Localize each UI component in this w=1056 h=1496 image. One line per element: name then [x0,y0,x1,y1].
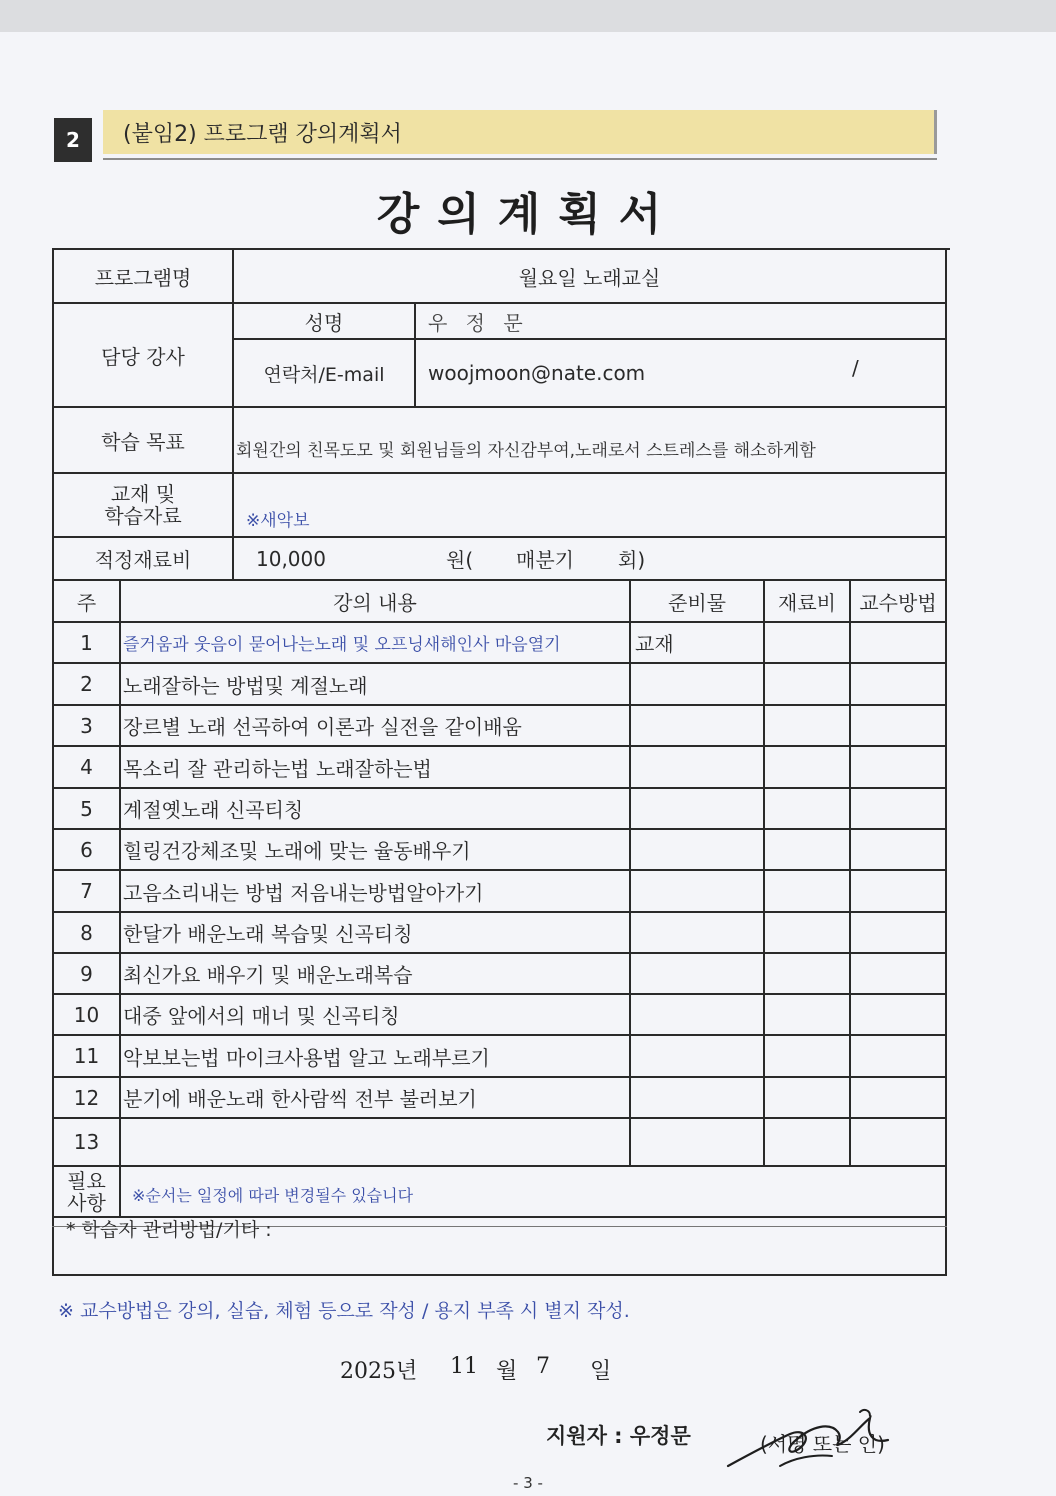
document-title: 강의계획서 [376,189,680,240]
materials-label [54,474,232,536]
handwritten-signature [720,1404,910,1480]
row-content: 힐링건강체조및 노래에 맞는 율동배우기 [123,839,471,863]
goal-label: 학습 목표 [101,429,185,454]
notes-label [54,1167,119,1216]
notes-label-line2: 사항 [67,1190,106,1215]
row-content: 고음소리내는 방법 저음내는방법알아가기 [123,880,484,905]
instructor-name-label: 성명 [304,310,344,335]
row-week: 3 [80,713,93,738]
signature-label: (서명 또는 인) [760,1432,885,1456]
fee-per: 매분기 [516,548,574,572]
row-content: 계절옛노래 신곡티칭 [123,798,304,822]
row-content: 악보보는법 마이크사용법 알고 노래부르기 [123,1045,490,1070]
fee-times: 회) [618,548,646,572]
row-content: 대중 앞에서의 매너 및 신곡티칭 [123,1004,400,1028]
row-week: 13 [73,1130,100,1154]
col-content-header: 강의 내용 [333,590,417,615]
date-day-num: 7 [536,1354,550,1379]
page-number: - 3 - [513,1474,543,1492]
instructor-label: 담당 강사 [101,344,185,369]
row-week: 6 [80,837,93,862]
row-content: 한달가 배운노래 복습및 신곡티칭 [123,922,413,946]
date-year: 2025년 [340,1359,418,1384]
col-prep-header: 준비물 [668,590,726,615]
row-week: 9 [80,961,93,986]
notes-value: ※순서는 일정에 따라 변경될수 있습니다 [132,1185,414,1205]
date-month-label: 월 [496,1359,518,1384]
row-content [123,1119,629,1165]
goal-value: 회원간의 친목도모 및 회원님들의 자신감부여,노래로서 스트레스를 해소하게함 [236,440,816,461]
contact-slash: / [852,356,859,380]
row-week: 12 [73,1085,100,1110]
row-week: 10 [73,1002,100,1027]
row-week: 11 [73,1044,100,1068]
materials-value: ※새악보 [246,510,310,531]
row-content: 분기에 배운노래 한사람씩 전부 불러보기 [123,1087,477,1111]
row-week: 8 [80,920,93,945]
row-week: 1 [80,630,93,655]
fee-label: 적정재료비 [94,548,192,572]
row-content: 최신가요 배우기 및 배운노래복습 [123,963,413,987]
col-week-header: 주 [76,590,97,615]
materials-label-line1: 교재 및 [110,482,176,506]
fee-amount: 10,000 [256,546,326,571]
notes-label-line1: 필요 [67,1168,106,1193]
date-month-num: 11 [450,1354,478,1379]
row-week: 5 [80,796,93,821]
program-value: 월요일 노래교실 [518,265,661,290]
fee-unit: 원( [446,548,474,572]
applicant-name: 지원자 : 우정문 [546,1424,691,1448]
row-content: 장르별 노래 선곡하여 이론과 실전을 같이배움 [123,715,522,739]
instructor-contact-value: woojmoon@nate.com [428,361,646,385]
attachment-title-bar [103,110,937,154]
row-week: 4 [80,755,93,779]
footnote: ※ 교수방법은 강의, 실습, 체험 등으로 작성 / 용지 부족 시 별지 작성. [58,1300,630,1322]
header-underline [103,158,937,160]
row-week: 7 [80,879,93,903]
row-content: 목소리 잘 관리하는법 노래잘하는법 [123,756,432,781]
row-content: 즐거움과 웃음이 묻어나는노래 및 오프닝새해인사 마음열기 [123,635,561,655]
row-content: 노래잘하는 방법및 계절노래 [123,673,368,698]
section-number-badge: 2 [54,118,92,162]
date-day-label: 일 [590,1359,612,1384]
attachment-title: (붙임2) 프로그램 강의계획서 [123,121,402,147]
instructor-contact-label: 연락처/E-mail [263,363,385,386]
materials-label-line2: 학습자료 [104,504,182,528]
instructor-name-value: 우 정 문 [428,310,529,335]
col-method-header: 교수방법 [859,590,937,615]
learner-management-label: * 학습자 관리방법/기타 : [66,1218,272,1241]
col-fee-header: 재료비 [778,590,836,615]
program-label: 프로그램명 [94,265,192,290]
row-week: 2 [80,672,93,696]
row-prep: 교재 [635,632,674,656]
